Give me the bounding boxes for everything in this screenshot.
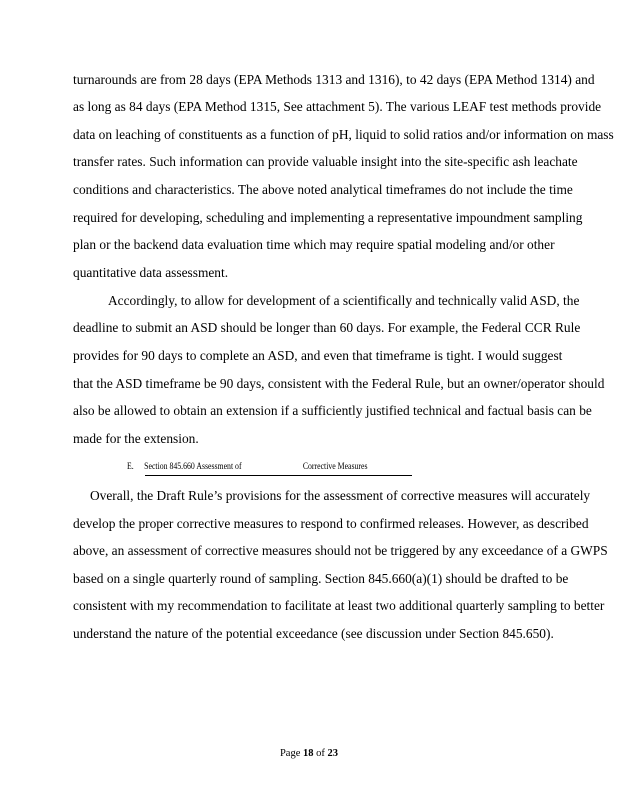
body-text-line: understand the nature of the potential exceedance (see discussion under Section 845.650). <box>73 626 554 641</box>
body-text-line: Accordingly, to allow for development of a scientifically and technically valid ASD, the <box>108 293 580 308</box>
section-heading <box>127 462 368 472</box>
of-label: of <box>316 748 325 759</box>
body-text-line: based on a single quarterly round of sampling. Section 845.660(a)(1) should be drafted to be <box>73 571 569 586</box>
body-text-line: above, an assessment of corrective measures should not be triggered by any exceedance of a GWPS <box>73 543 608 558</box>
body-text-line: develop the proper corrective measures to respond to confirmed releases. However, as described <box>73 516 589 531</box>
body-text-line: that the ASD timeframe be 90 days, consistent with the Federal Rule, but an owner/operator should <box>73 376 605 391</box>
body-text-line: provides for 90 days to complete an ASD, and even that timeframe is tight. I would suggest <box>73 348 563 363</box>
section-title-a: Section 845.660 Assessment of <box>144 462 242 472</box>
body-text-line: as long as 84 days (EPA Method 1315, See attachment 5). The various LEAF test methods provide <box>73 99 602 114</box>
body-text-line: quantitative data assessment. <box>73 265 229 280</box>
page-number: 18 <box>303 748 314 759</box>
body-text-line: turnarounds are from 28 days (EPA Methods 1313 and 1316), to 42 days (EPA Method 1314) and <box>73 72 595 87</box>
heading-underline <box>145 475 412 476</box>
body-text-line: data on leaching of constituents as a function of pH, liquid to solid ratios and/or information on mass <box>73 127 614 142</box>
body-text-line: required for developing, scheduling and implementing a representative impoundment sampling <box>73 210 583 225</box>
body-text-line: made for the extension. <box>73 431 199 446</box>
body-text-line: also be allowed to obtain an extension if a sufficiently justified technical and factual basis can be <box>73 403 592 418</box>
body-text-line: plan or the backend data evaluation time which may require spatial modeling and/or other <box>73 237 555 252</box>
section-title-b: Corrective Measures <box>302 462 368 472</box>
body-text-line: deadline to submit an ASD should be longer than 60 days. For example, the Federal CCR Rule <box>73 320 581 335</box>
section-letter: E. <box>127 462 134 472</box>
body-text-line: transfer rates. Such information can provide valuable insight into the site-specific ash leachate <box>73 154 578 169</box>
total-pages: 23 <box>327 748 339 759</box>
page-footer <box>0 748 618 759</box>
page-label: Page <box>279 748 301 759</box>
body-text-line: Overall, the Draft Rule’s provisions for the assessment of corrective measures will accurately <box>90 488 591 503</box>
body-text-line: consistent with my recommendation to facilitate at least two additional quarterly sampling to better <box>73 598 605 613</box>
body-text-line: conditions and characteristics. The above noted analytical timeframes do not include the time <box>73 182 573 197</box>
